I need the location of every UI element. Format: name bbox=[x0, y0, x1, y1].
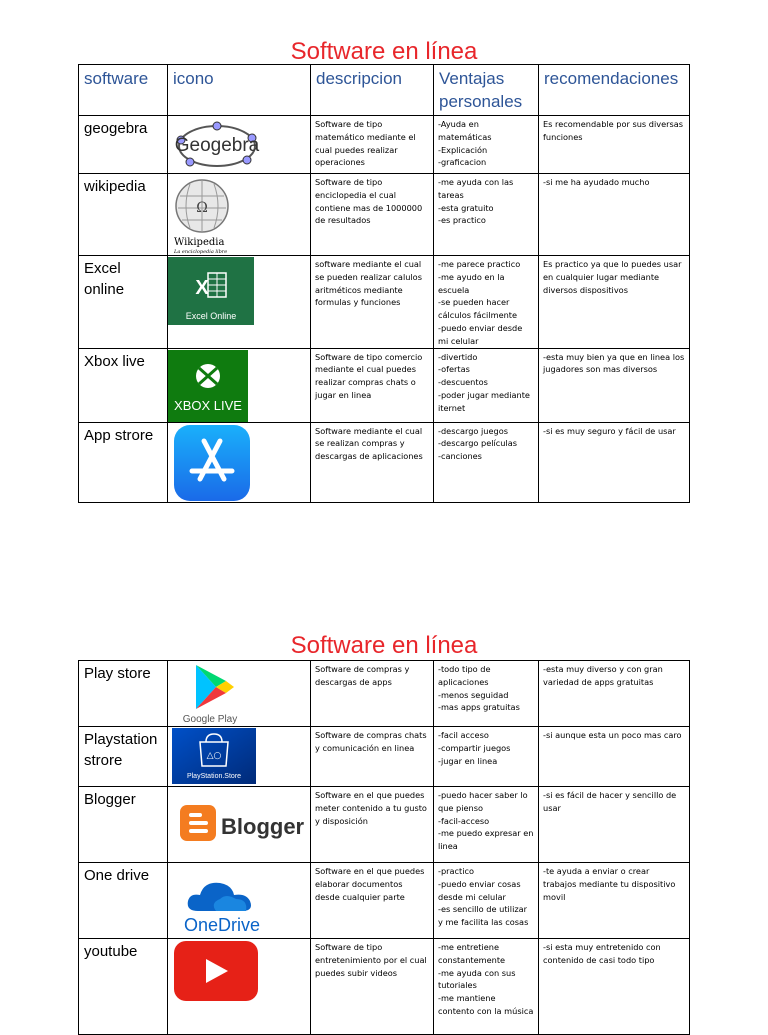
header-software: software bbox=[79, 65, 168, 116]
xbox-live-icon bbox=[168, 350, 248, 423]
excel-online-icon bbox=[168, 257, 254, 325]
icon-cell bbox=[168, 348, 311, 422]
table-row bbox=[79, 863, 690, 939]
wikipedia-wordmark: Wikipedia bbox=[174, 237, 225, 248]
header-ventajas: Ventajas personales bbox=[434, 65, 539, 116]
google-play-icon bbox=[178, 663, 248, 725]
blogger-icon bbox=[180, 803, 310, 843]
app-store-icon bbox=[174, 425, 250, 501]
svg-text:△○: △○ bbox=[206, 751, 222, 761]
header-icono: icono bbox=[168, 65, 311, 116]
svg-text:X: X bbox=[195, 277, 209, 299]
ventajas-cell: -me entretiene constantemente -me ayuda con sus tutoriales -me mantiene contento con la música bbox=[434, 939, 539, 1035]
table-header-row bbox=[79, 65, 690, 116]
icon-cell bbox=[168, 787, 311, 863]
table-row bbox=[79, 348, 690, 422]
ventajas-cell: -todo tipo de aplicaciones -menos seguidad -mas apps gratuitas bbox=[434, 661, 539, 727]
table-row bbox=[79, 256, 690, 349]
xbox-wordmark: XBOX LIVE bbox=[174, 397, 242, 413]
table-row bbox=[79, 661, 690, 727]
ventajas-cell: -me ayuda con las tareas -esta gratuito -es practico bbox=[434, 174, 539, 256]
table-row bbox=[79, 787, 690, 863]
descripcion-cell: Software mediante el cual se realizan compras y descargas de aplicaciones bbox=[311, 422, 434, 502]
recomendaciones-cell: -si me ha ayudado mucho bbox=[539, 174, 690, 256]
ventajas-cell: -descargo juegos -descargo películas -canciones bbox=[434, 422, 539, 502]
recomendaciones-cell: Es practico ya que lo puedes usar en cualquier lugar mediante diversos dispositivos bbox=[539, 256, 690, 349]
page-title-2: Software en línea bbox=[290, 632, 478, 659]
software-name: Playstation strore bbox=[79, 727, 168, 787]
wikipedia-globe-icon bbox=[172, 176, 252, 254]
geogebra-icon bbox=[172, 118, 262, 172]
ventajas-cell: -practico -puedo enviar cosas desde mi celular -es sencillo de utilizar y me facilita las cosas bbox=[434, 863, 539, 939]
descripcion-cell: Software de compras y descargas de apps bbox=[311, 661, 434, 727]
google-play-wordmark: Google Play bbox=[182, 714, 238, 725]
descripcion-cell: Software de tipo matemático mediante el cual puedes realizar operaciones bbox=[311, 116, 434, 174]
recomendaciones-cell: -si esta muy entretenido con contenido de casi todo tipo bbox=[539, 939, 690, 1035]
software-name: Play store bbox=[79, 661, 168, 727]
geogebra-wordmark: Geogebra bbox=[174, 135, 260, 156]
software-name: Excel online bbox=[79, 256, 168, 349]
descripcion-cell: Software de tipo enciclopedia el cual contiene mas de 1000000 de resultados bbox=[311, 174, 434, 256]
descripcion-cell: Software de compras chats y comunicación en linea bbox=[311, 727, 434, 787]
ventajas-cell: -Ayuda en matemáticas -Explicación -graficacion bbox=[434, 116, 539, 174]
svg-text:Ω: Ω bbox=[196, 200, 208, 216]
software-name: wikipedia bbox=[79, 174, 168, 256]
icon-cell bbox=[168, 661, 311, 727]
youtube-icon bbox=[174, 941, 258, 1001]
table-row bbox=[79, 174, 690, 256]
software-name: One drive bbox=[79, 863, 168, 939]
icon-cell bbox=[168, 939, 311, 1035]
recomendaciones-cell: -te ayuda a enviar o crear trabajos mediante tu dispositivo movil bbox=[539, 863, 690, 939]
icon-cell bbox=[168, 863, 311, 939]
ventajas-cell: -puedo hacer saber lo que pienso -facil-acceso -me puedo expresar en linea bbox=[434, 787, 539, 863]
table-row bbox=[79, 727, 690, 787]
descripcion-cell: Software en el que puedes elaborar documentos desde cualquier parte bbox=[311, 863, 434, 939]
icon-cell bbox=[168, 256, 311, 349]
software-name: Xbox live bbox=[79, 348, 168, 422]
recomendaciones-cell: -si es fácil de hacer y sencillo de usar bbox=[539, 787, 690, 863]
wikipedia-tagline: La enciclopedia libre bbox=[174, 249, 228, 254]
header-recomendaciones: recomendaciones bbox=[539, 65, 690, 116]
software-name: youtube bbox=[79, 939, 168, 1035]
table-row bbox=[79, 116, 690, 174]
ventajas-cell: -me parece practico -me ayudo en la escuela -se pueden hacer cálculos fácilmente -puedo enviar desde mi celular bbox=[434, 256, 539, 349]
descripcion-cell: software mediante el cual se pueden realizar calulos aritméticos mediante formulas y funciones bbox=[311, 256, 434, 349]
icon-cell bbox=[168, 174, 311, 256]
ventajas-cell: -facil acceso -compartir juegos -jugar en linea bbox=[434, 727, 539, 787]
software-name: App strore bbox=[79, 422, 168, 502]
icon-cell bbox=[168, 727, 311, 787]
page-title-1: Software en línea bbox=[290, 38, 478, 65]
software-table-1 bbox=[78, 64, 690, 503]
ps-store-wordmark: PlayStation.Store bbox=[186, 773, 242, 780]
table-row bbox=[79, 939, 690, 1035]
table-row bbox=[79, 422, 690, 502]
recomendaciones-cell: Es recomendable por sus diversas funciones bbox=[539, 116, 690, 174]
recomendaciones-cell: -esta muy bien ya que en linea los jugadores son mas diversos bbox=[539, 348, 690, 422]
descripcion-cell: Software de tipo comercio mediante el cual puedes realizar compras chats o jugar en linea bbox=[311, 348, 434, 422]
header-descripcion: descripcion bbox=[311, 65, 434, 116]
software-table-2 bbox=[78, 660, 690, 1035]
descripcion-cell: Software de tipo entretenimiento por el cual puedes subir videos bbox=[311, 939, 434, 1035]
icon-cell bbox=[168, 422, 311, 502]
icon-cell bbox=[168, 116, 311, 174]
software-name: Blogger bbox=[79, 787, 168, 863]
recomendaciones-cell: -si aunque esta un poco mas caro bbox=[539, 727, 690, 787]
recomendaciones-cell: -esta muy diverso y con gran variedad de apps gratuitas bbox=[539, 661, 690, 727]
excel-wordmark: Excel Online bbox=[185, 311, 237, 321]
blogger-wordmark: Blogger bbox=[221, 814, 305, 839]
recomendaciones-cell: -si es muy seguro y fácil de usar bbox=[539, 422, 690, 502]
playstation-store-icon bbox=[172, 728, 256, 784]
onedrive-wordmark: OneDrive bbox=[183, 915, 261, 935]
software-name: geogebra bbox=[79, 116, 168, 174]
ventajas-cell: -divertido -ofertas -descuentos -poder jugar mediante iternet bbox=[434, 348, 539, 422]
onedrive-cloud-icon bbox=[176, 869, 276, 935]
descripcion-cell: Software en el que puedes meter contenido a tu gusto y disposición bbox=[311, 787, 434, 863]
